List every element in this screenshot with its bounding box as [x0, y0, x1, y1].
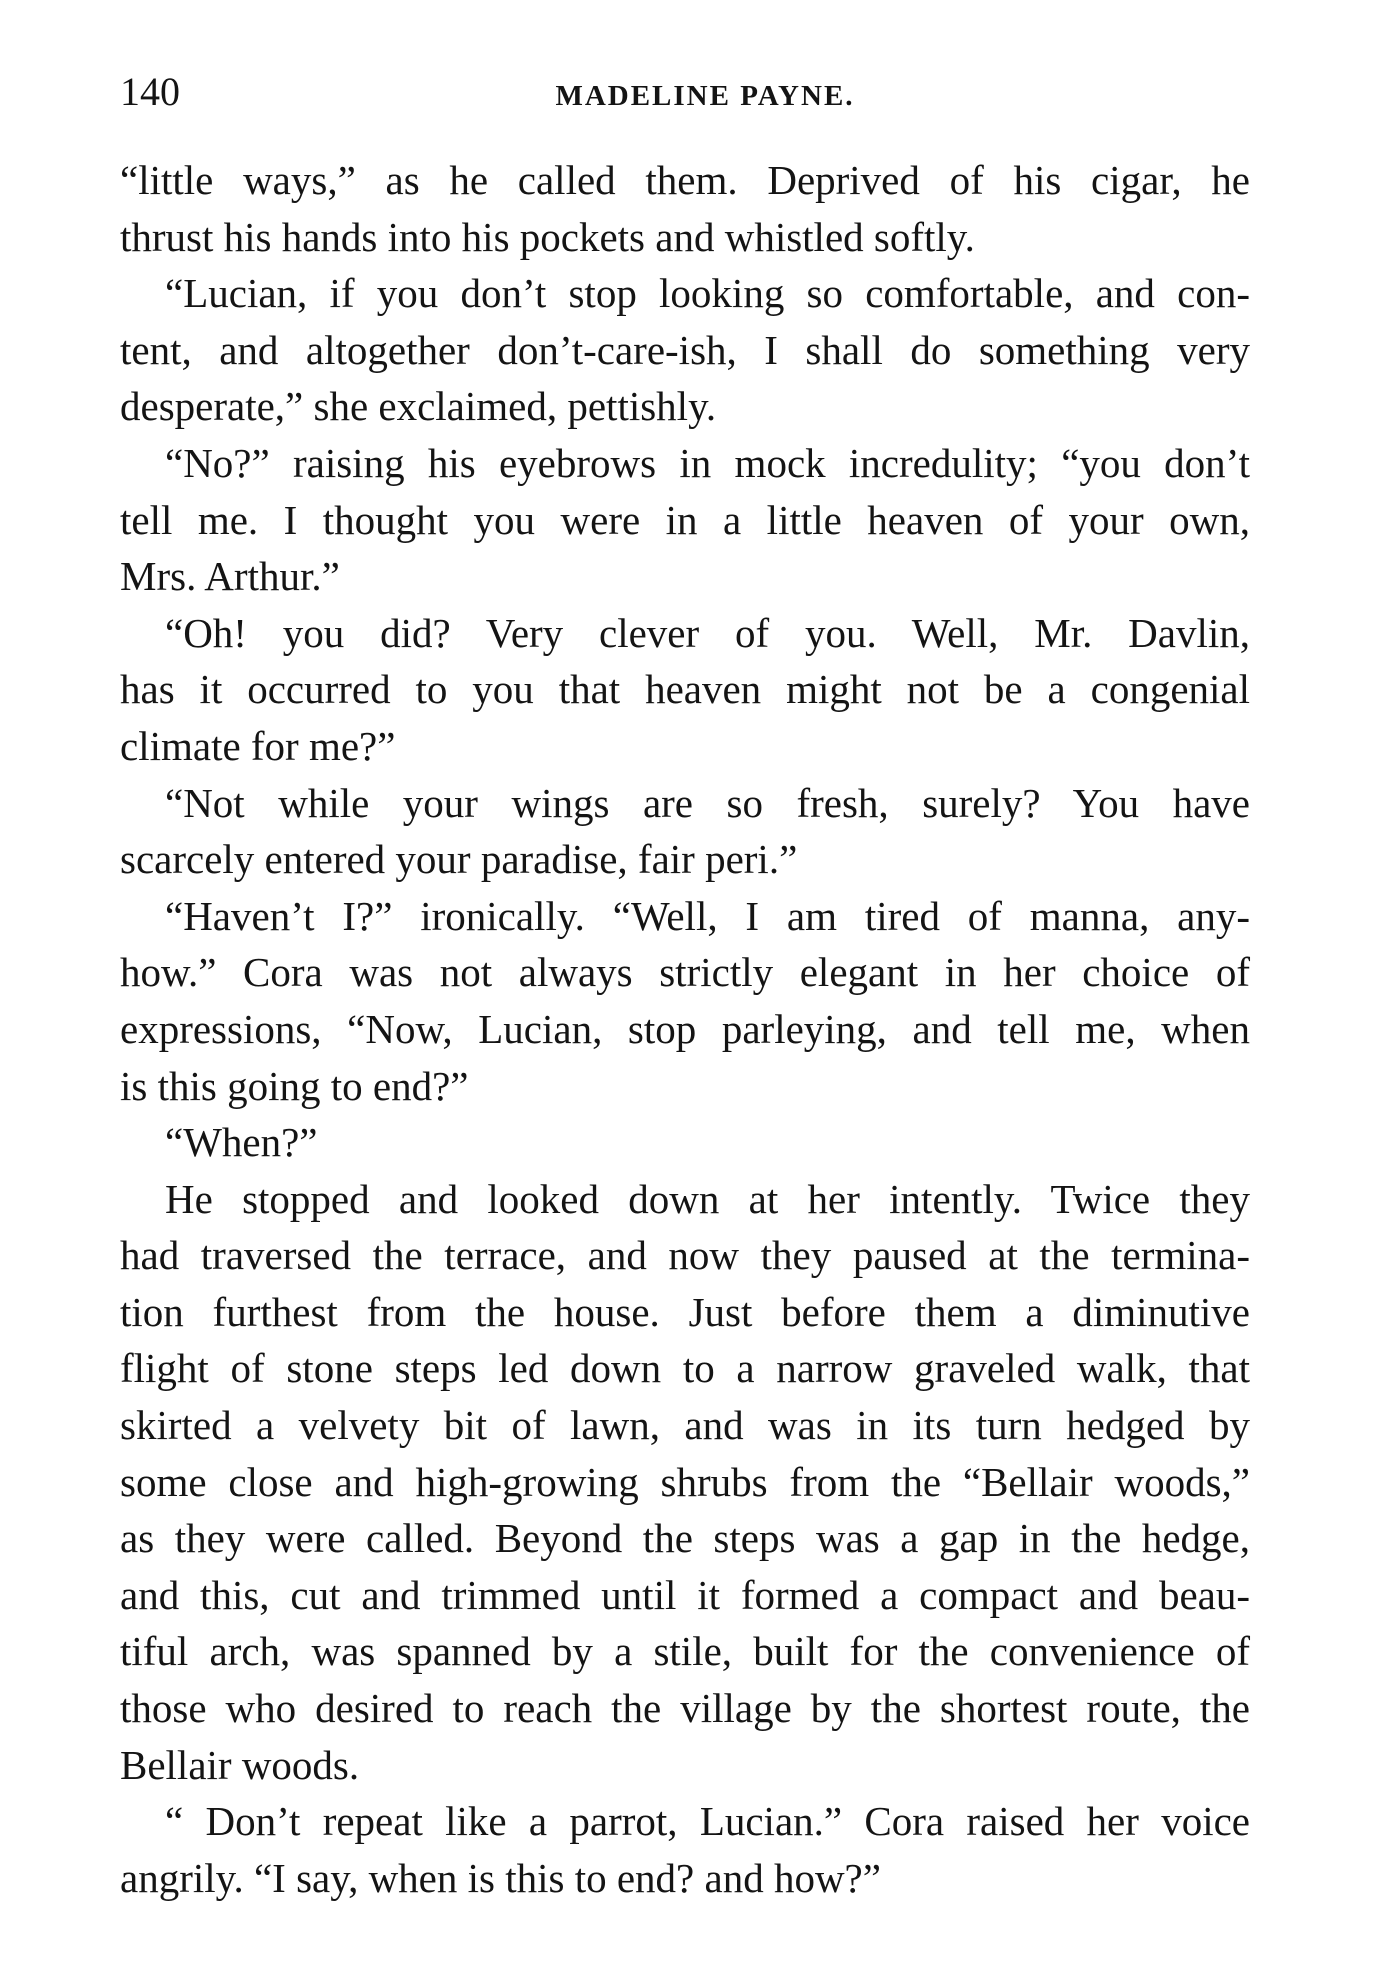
text-line: flight of stone steps led down to a narrow graveled walk, that [120, 1345, 1250, 1392]
text-line: had traversed the terrace, and now they paused at the termina- [120, 1232, 1250, 1279]
text-line: angrily. “I say, when is this to end? and how?” [120, 1854, 881, 1901]
text-line: tion furthest from the house. Just before them a diminutive [120, 1288, 1250, 1335]
text-line: Bellair woods. [120, 1741, 360, 1788]
page-header [120, 62, 1250, 122]
text-line: how.” Cora was not always strictly elegant in her choice of [120, 949, 1250, 996]
body-text [120, 152, 1250, 1906]
text-line: climate for me?” [120, 722, 396, 769]
text-line: “Oh! you did? Very clever of you. Well, Mr. Davlin, [165, 609, 1250, 656]
text-line: tent, and altogether don’t-care-ish, I shall do something very [120, 326, 1250, 373]
text-line: “Haven’t I?” ironically. “Well, I am tired of manna, any- [165, 892, 1250, 939]
text-line: “No?” raising his eyebrows in mock incredulity; “you don’t [165, 439, 1250, 486]
text-line: tiful arch, was spanned by a stile, built for the convenience of [120, 1628, 1250, 1675]
text-line: is this going to end?” [120, 1062, 469, 1109]
text-line: skirted a velvety bit of lawn, and was in its turn hedged by [120, 1402, 1250, 1449]
text-line: He stopped and looked down at her intently. Twice they [165, 1175, 1250, 1222]
text-line: expressions, “Now, Lucian, stop parleying, and tell me, when [120, 1005, 1250, 1052]
text-line: “Not while your wings are so fresh, surely? You have [165, 779, 1250, 826]
text-line: has it occurred to you that heaven might not be a congenial [120, 666, 1250, 713]
text-line: “ Don’t repeat like a parrot, Lucian.” Cora raised her voice [165, 1798, 1250, 1845]
text-line: “Lucian, if you don’t stop looking so comfortable, and con- [165, 270, 1250, 317]
text-line: desperate,” she exclaimed, pettishly. [120, 383, 717, 430]
text-line: Mrs. Arthur.” [120, 553, 340, 600]
text-line: and this, cut and trimmed until it formed a compact and beau- [120, 1571, 1250, 1618]
text-line: those who desired to reach the village by the shortest route, the [120, 1685, 1250, 1732]
text-line: thrust his hands into his pockets and whistled softly. [120, 213, 975, 260]
text-line: some close and high-growing shrubs from the “Bellair woods,” [120, 1458, 1250, 1505]
running-title: MADELINE PAYNE. [555, 80, 855, 112]
text-line: tell me. I thought you were in a little heaven of your own, [120, 496, 1250, 543]
page-number: 140 [120, 69, 180, 114]
text-line: as they were called. Beyond the steps was a gap in the hedge, [120, 1515, 1250, 1562]
text-line: “little ways,” as he called them. Deprived of his cigar, he [120, 157, 1250, 203]
text-line: “When?” [165, 1119, 318, 1166]
text-line: scarcely entered your paradise, fair peri.” [120, 836, 798, 883]
